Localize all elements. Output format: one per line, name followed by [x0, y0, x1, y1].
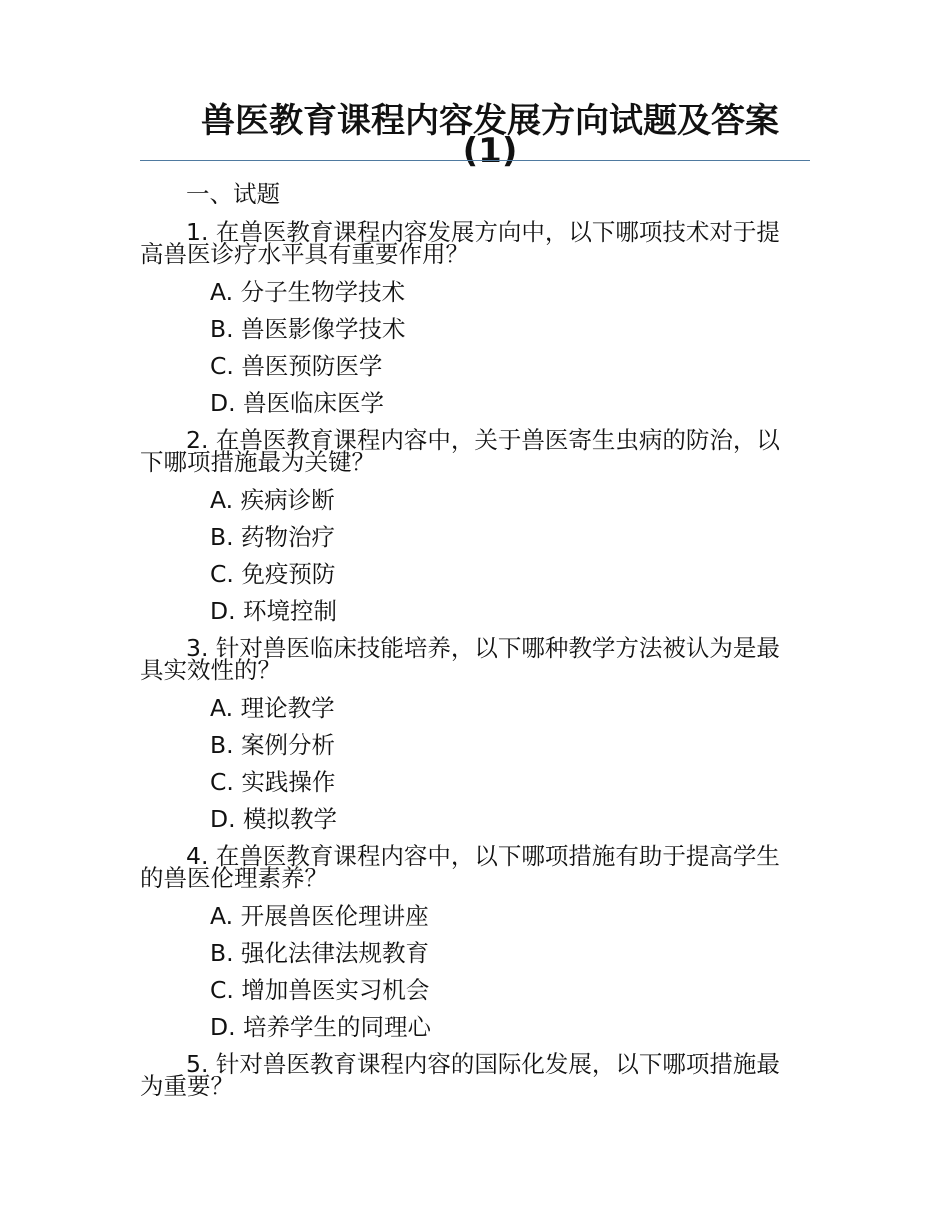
question-3-text: 3. 针对兽医临床技能培养，以下哪种教学方法被认为是最 — [186, 634, 780, 662]
question-2-option-c: C. 免疫预防 — [210, 560, 336, 588]
title-divider — [140, 160, 810, 161]
question-5-text: 5. 针对兽医教育课程内容的国际化发展，以下哪项措施最 — [186, 1050, 780, 1078]
question-4-text-cont: 的兽医伦理素养？ — [140, 864, 328, 892]
question-3-option-c: C. 实践操作 — [210, 768, 336, 796]
question-3-option-a: A. 理论教学 — [210, 694, 335, 722]
question-4-option-c: C. 增加兽医实习机会 — [210, 976, 430, 1004]
question-4-text: 4. 在兽医教育课程内容中，以下哪项措施有助于提高学生 — [186, 842, 780, 870]
question-2-option-b: B. 药物治疗 — [210, 523, 336, 551]
question-2-option-d: D. 环境控制 — [210, 597, 338, 625]
question-2-text-cont: 下哪项措施最为关键？ — [140, 448, 375, 476]
question-2-option-a: A. 疾病诊断 — [210, 486, 335, 514]
question-1-text-cont: 高兽医诊疗水平具有重要作用？ — [140, 240, 469, 268]
question-4-option-b: B. 强化法律法规教育 — [210, 939, 430, 967]
question-3-text-cont: 具实效性的？ — [140, 656, 281, 684]
document-title-suffix: (1) — [462, 131, 518, 171]
question-3-option-d: D. 模拟教学 — [210, 805, 338, 833]
question-3-option-b: B. 案例分析 — [210, 731, 336, 759]
question-1-option-a: A. 分子生物学技术 — [210, 278, 406, 306]
question-2-text: 2. 在兽医教育课程内容中，关于兽医寄生虫病的防治，以 — [186, 426, 780, 454]
question-4-option-a: A. 开展兽医伦理讲座 — [210, 902, 429, 930]
section-heading: 一、试题 — [186, 180, 280, 208]
document-title: 兽医教育课程内容发展方向试题及答案 — [201, 101, 779, 141]
question-1-option-c: C. 兽医预防医学 — [210, 352, 383, 380]
question-5-text-cont: 为重要？ — [140, 1072, 234, 1100]
question-1-text: 1. 在兽医教育课程内容发展方向中，以下哪项技术对于提 — [186, 218, 780, 246]
question-4-option-d: D. 培养学生的同理心 — [210, 1013, 432, 1041]
question-1-option-b: B. 兽医影像学技术 — [210, 315, 406, 343]
question-1-option-d: D. 兽医临床医学 — [210, 389, 385, 417]
